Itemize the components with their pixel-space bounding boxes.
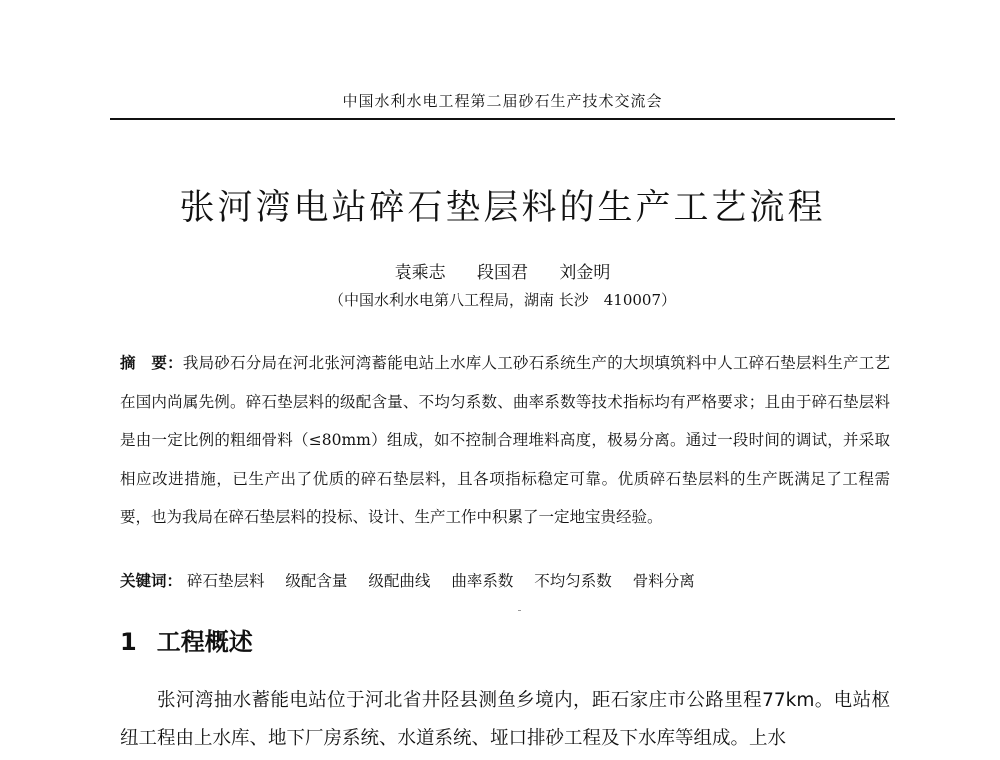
- keywords-label: 关键词：: [120, 572, 183, 590]
- keyword: 骨料分离: [632, 572, 695, 590]
- keyword: 级配曲线: [368, 572, 431, 590]
- section-paragraph: 张河湾抽水蓄能电站位于河北省井陉县测鱼乡境内，距石家庄市公路里程77km。电站枢纽工程由上水库、地下厂房系统、水道系统、垭口排砂工程及下水库等组成。上水: [120, 690, 890, 749]
- abstract-text: 我局砂石分局在河北张河湾蓄能电站上水库人工砂石系统生产的大坝填筑料中人工碎石垫层料生产工艺在国内尚属先例。碎石垫层料的级配含量、不均匀系数、曲率系数等技术指标均有严格要求；且由于碎石垫层料是由一定比例的粗细骨料（≤80mm）组成，如不控制合理堆料高度，极易分离。通过一段时间的调试，并采取相应改进措施，已生产出了优质的碎石垫层料，且各项指标稳定可靠。优质碎石垫层料的生产既满足了工程需要，也为我局在碎石垫层料的投标、设计、生产工作中积累了一定地宝贵经验。: [120, 354, 890, 526]
- author-3: 刘金明: [559, 263, 611, 283]
- section-number: 1: [120, 628, 137, 656]
- keyword: 曲率系数: [451, 572, 514, 590]
- divider-mark: [518, 610, 521, 611]
- keywords: [120, 569, 890, 591]
- author-1: 袁乘志: [394, 263, 446, 283]
- author-list: [110, 258, 895, 283]
- keyword: 级配含量: [285, 572, 348, 590]
- paper-title: 张河湾电站碎石垫层料的生产工艺流程: [179, 188, 826, 228]
- abstract-label: 摘 要：: [120, 354, 183, 372]
- running-head: 中国水利水电工程第二届砂石生产技术交流会: [342, 92, 663, 110]
- author-2: 段国君: [477, 263, 528, 283]
- section-heading: [120, 622, 253, 657]
- header-rule: [110, 118, 895, 120]
- affiliation: （中国水利水电第八工程局，湖南 长沙 410007）: [328, 291, 677, 309]
- keyword: 不均匀系数: [534, 572, 612, 590]
- abstract: [120, 344, 890, 537]
- keyword: 碎石垫层料: [186, 572, 265, 590]
- section-title: 工程概述: [156, 628, 253, 656]
